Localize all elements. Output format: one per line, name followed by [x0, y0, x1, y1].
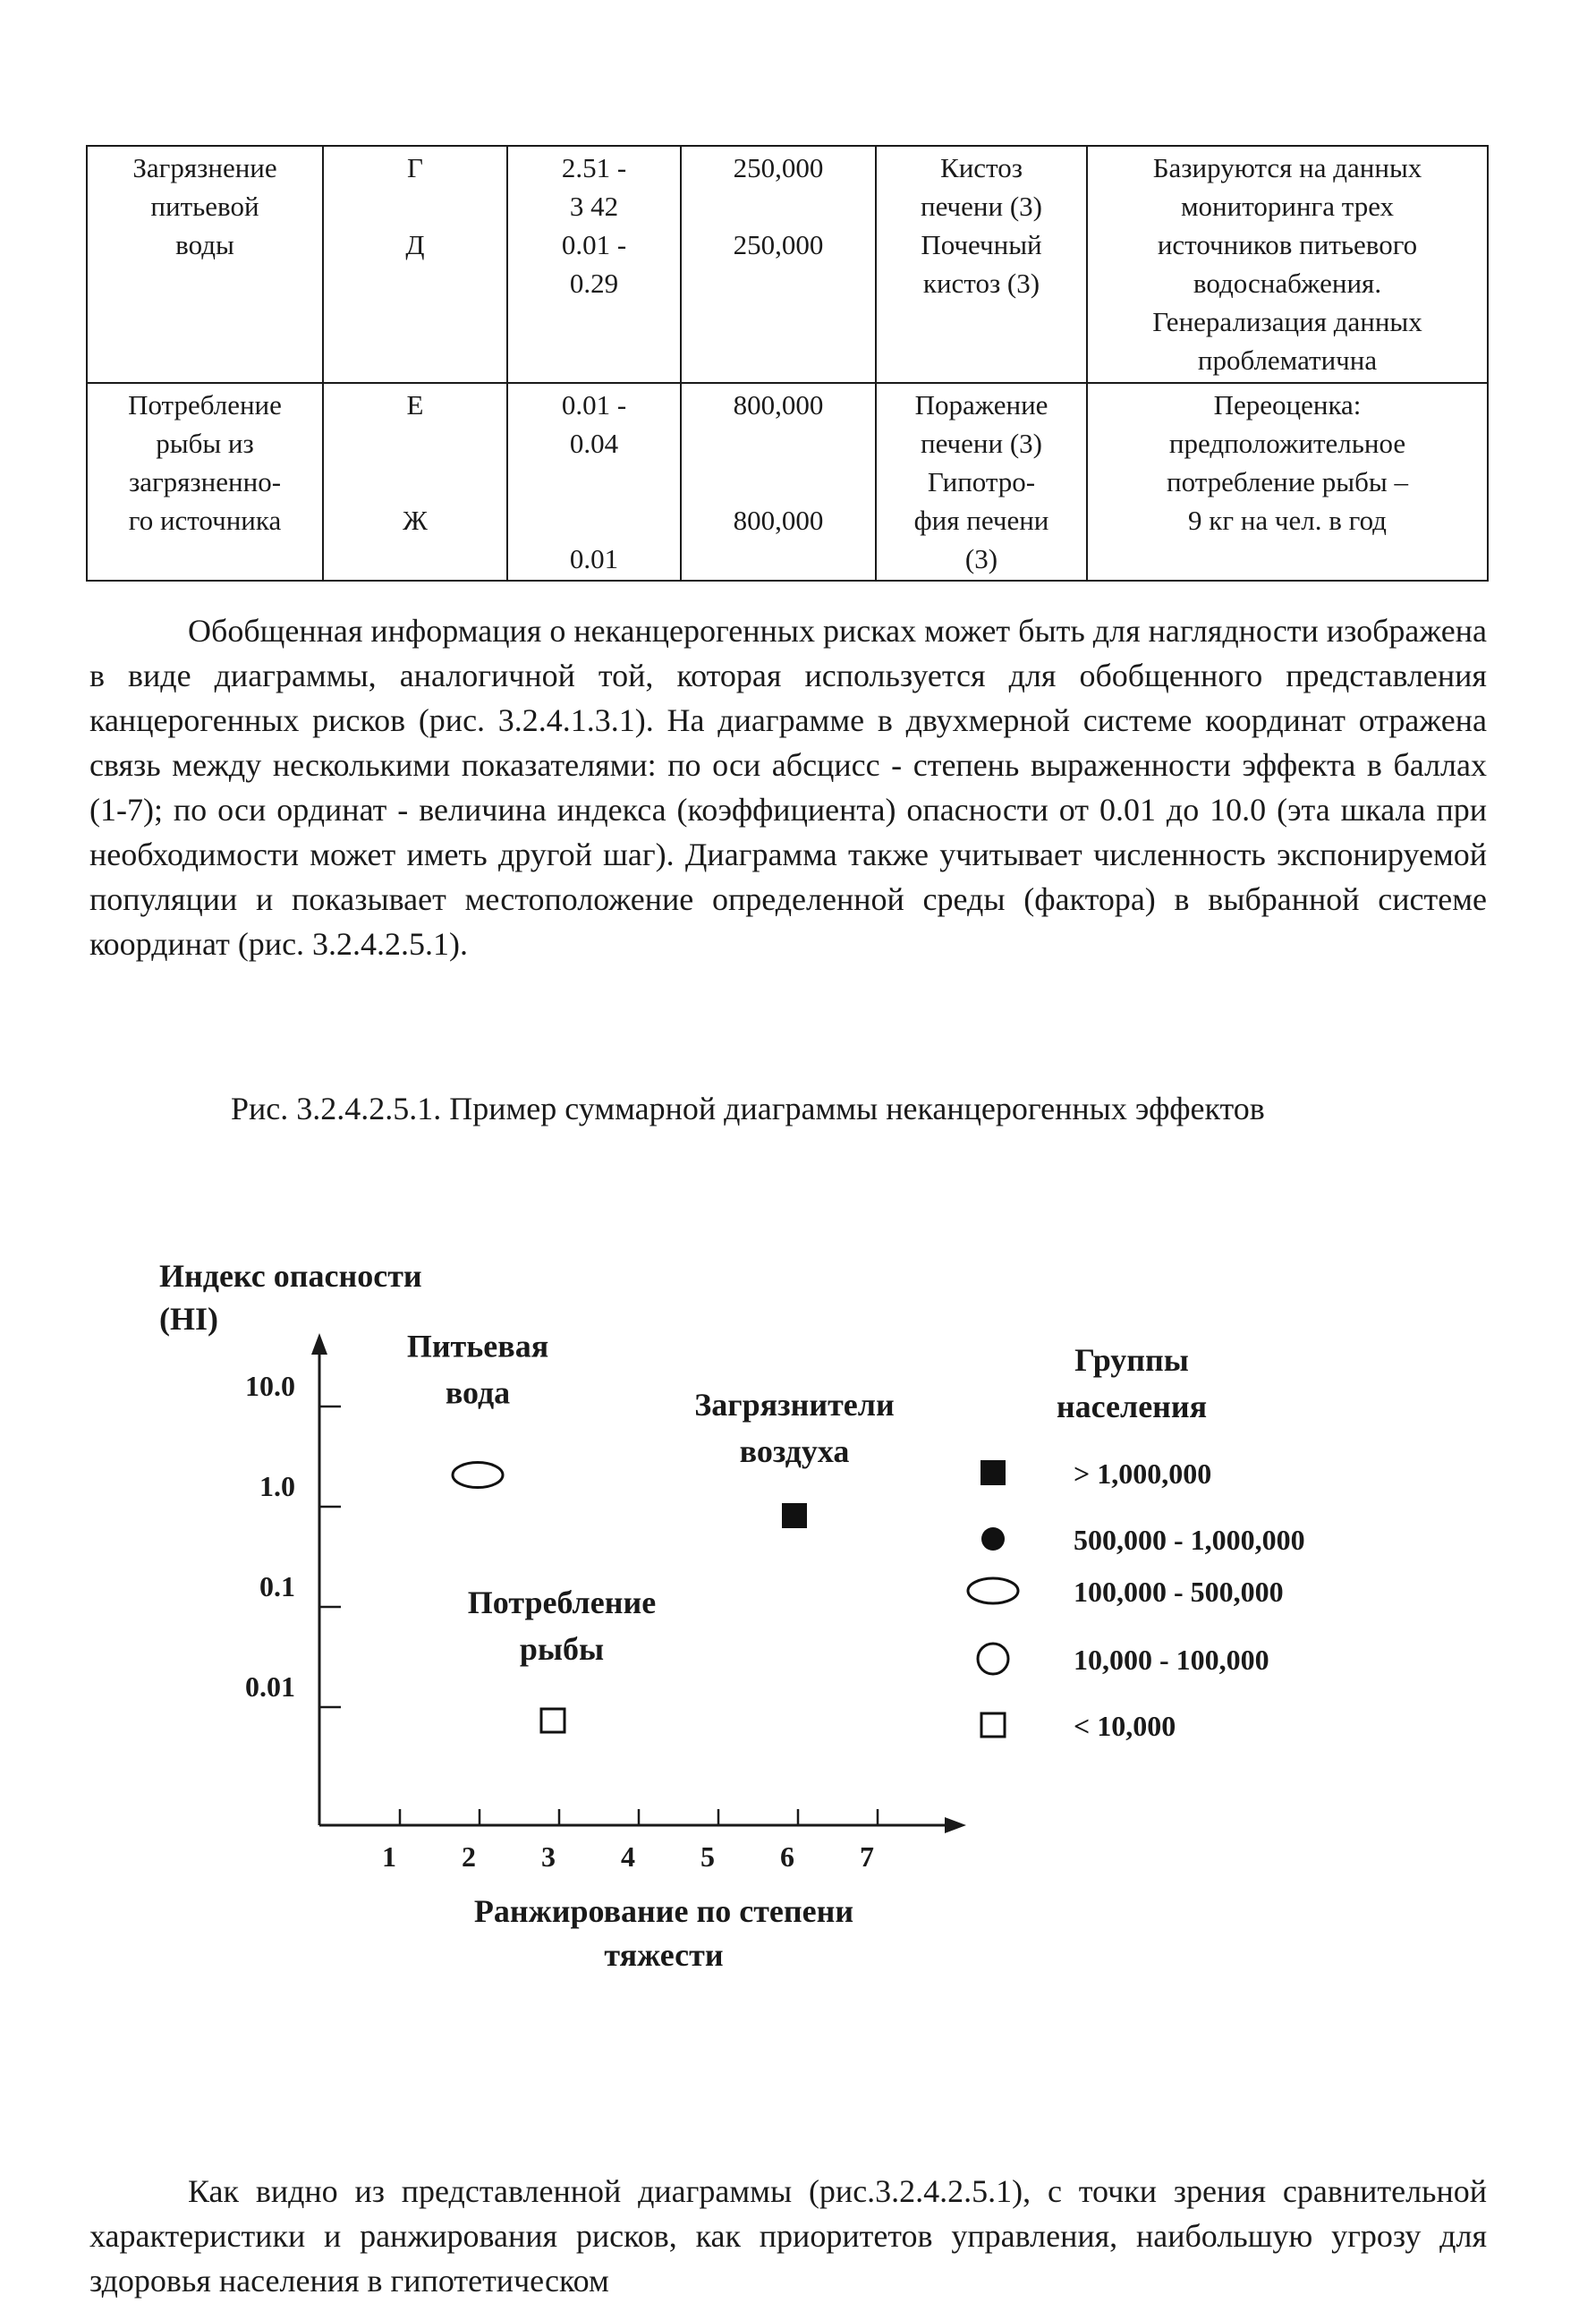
y-ticks [245, 1370, 341, 1707]
x-axis-title-line1: Ранжирование по степени [473, 1893, 854, 1929]
y-axis-title-line2: (HI) [159, 1301, 218, 1337]
legend [968, 1342, 1305, 1742]
x-tick-label: 3 [541, 1840, 556, 1873]
ellipse-marker [453, 1463, 503, 1488]
square-marker [541, 1709, 565, 1732]
code-cell: Е Ж [323, 383, 507, 581]
x-tick-label: 6 [780, 1840, 794, 1873]
ellipse-marker [968, 1578, 1018, 1603]
note-cell: Базируются на данных мониторинга трех источников питьевого водоснабжения. Генерализация данных проблематична [1087, 146, 1488, 383]
population-cell: 250,000 250,000 [681, 146, 876, 383]
data-points [407, 1329, 895, 1732]
y-axis-arrow-icon [311, 1333, 327, 1355]
legend-title: Группы [1074, 1342, 1189, 1378]
table-row [87, 146, 1488, 383]
point-label: рыбы [519, 1631, 605, 1667]
legend-title: населения [1056, 1389, 1208, 1424]
filled-square-marker [782, 1503, 807, 1528]
square-marker [981, 1713, 1005, 1737]
filled-square-marker [981, 1460, 1006, 1485]
hi-cell: 0.01 - 0.04 0.01 [507, 383, 681, 581]
x-tick-label: 5 [700, 1840, 715, 1873]
point-label: Потребление [467, 1585, 657, 1620]
factor-cell: Потребление рыбы из загрязненно- го источника [87, 383, 323, 581]
y-tick-mark [319, 1487, 341, 1507]
x-axis-title-line2: тяжести [604, 1937, 724, 1973]
x-tick-label: 4 [621, 1840, 635, 1873]
factor-cell: Загрязнение питьевой воды [87, 146, 323, 383]
y-tick-label: 1.0 [259, 1470, 295, 1502]
legend-item-label: < 10,000 [1074, 1710, 1176, 1742]
paragraph-conclusion: Как видно из представленной диаграммы (рис.3.2.4.2.5.1), с точки зрения сравнительной характеристики и ранжирования рисков, как приоритетов управления, наибольшую угрозу для здоровья населения в гипотетическом [89, 2173, 1487, 2299]
circle-marker [978, 1644, 1008, 1674]
point-label: Питьевая [406, 1328, 549, 1364]
point-label: воздуха [739, 1433, 850, 1469]
population-cell: 800,000 800,000 [681, 383, 876, 581]
figure-caption: Рис. 3.2.4.2.5.1. Пример суммарной диаграммы неканцерогенных эффектов [231, 1091, 1265, 1126]
y-axis-title-line1: Индекс опасности [159, 1258, 422, 1294]
note-cell: Переоценка: предположительное потребление рыбы – 9 кг на чел. в год [1087, 383, 1488, 581]
paragraph-intro: Обобщенная информация о неканцерогенных рисках может быть для наглядности изображена в виде диаграммы, аналогичной той, которая используется для обобщенного представления канцерогенных рисков (рис. 3.2.4.1.3.1). На диаграмме в двухмерной системе координат отражена связь между несколькими показателями: по оси абсцисс - степень выраженности эффекта в баллах (1-7); по оси ординат - величина индекса (коэффициента) опасности от 0.01 до 10.0 (эта шкала при необходимости может иметь другой шаг). Диаграмма также учитывает численность экспонируемой популяции и показывает местоположение определенной среды (фактора) в выбранной системе координат (рис. 3.2.4.2.5.1). [89, 613, 1487, 962]
x-tick-label: 2 [462, 1840, 476, 1873]
y-tick-label: 10.0 [245, 1370, 295, 1402]
x-tick-label: 7 [860, 1840, 874, 1873]
y-tick-label: 0.01 [245, 1670, 295, 1703]
x-tick-label: 1 [382, 1840, 396, 1873]
point-label: вода [445, 1374, 511, 1411]
legend-item-label: 10,000 - 100,000 [1074, 1644, 1269, 1676]
code-cell: Г Д [323, 146, 507, 383]
effect-cell: Кистоз печени (3) Почечный кистоз (3) [876, 146, 1087, 383]
legend-item-label: > 1,000,000 [1074, 1457, 1212, 1490]
table-row [87, 383, 1488, 581]
y-tick-mark [319, 1387, 341, 1406]
summary-chart [0, 1235, 1596, 2004]
y-tick-mark [319, 1587, 341, 1607]
y-tick-label: 0.1 [259, 1570, 295, 1602]
x-ticks [382, 1809, 878, 1873]
y-tick-mark [319, 1687, 341, 1707]
hi-cell: 2.51 - 3 42 0.01 - 0.29 [507, 146, 681, 383]
legend-item-label: 100,000 - 500,000 [1074, 1576, 1284, 1608]
x-axis-arrow-icon [945, 1817, 966, 1833]
filled-circle-marker [981, 1527, 1005, 1551]
point-label: Загрязнители [694, 1387, 895, 1423]
legend-item-label: 500,000 - 1,000,000 [1074, 1524, 1305, 1556]
effect-cell: Поражение печени (3) Гипотро- фия печени (3) [876, 383, 1087, 581]
risk-table [86, 145, 1489, 582]
